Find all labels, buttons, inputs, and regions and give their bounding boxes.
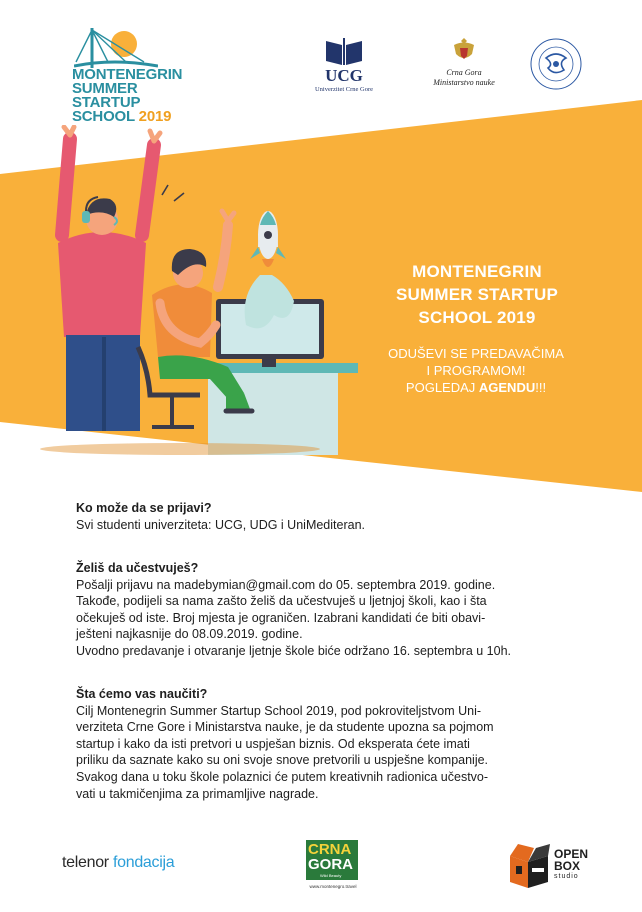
fondacija-word: fondacija: [112, 854, 175, 871]
section-line: verziteta Crne Gore i Ministarstva nauke, je da studente upozna sa pojmom: [76, 720, 494, 735]
section-line: Svi studenti univerziteta: UCG, UDG i UniMediteran.: [76, 517, 365, 532]
banner-sub-line3-prefix: POGLEDAJ: [405, 380, 479, 395]
banner-title-line3: SCHOOL 2019: [418, 308, 536, 327]
coat-of-arms-icon: [451, 36, 477, 64]
ministry-line2: Ministarstvo nauke: [433, 78, 495, 87]
students-rocket-illustration: [40, 125, 370, 465]
section-want-to-participate: [76, 560, 576, 660]
book-logo-icon: [324, 38, 364, 66]
section-heading: Šta ćemo vas naučiti?: [76, 687, 208, 701]
openbox-line3: studio: [554, 873, 579, 880]
section-line: priliku da saznate kako su oni svoje snove pretvorili u uspješne kompanije.: [76, 753, 489, 768]
telenor-fondacija-logo: [62, 854, 174, 872]
crna-gora-url: www.montenegro.travel: [309, 884, 357, 889]
banner-sub-line3-suffix: !!!: [535, 380, 547, 395]
telenor-word: telenor: [62, 854, 109, 871]
section-heading: Ko može da se prijavi?: [76, 501, 212, 515]
ucg-name: Univerzitet Crne Gore: [314, 86, 374, 93]
rocket-icon: [245, 211, 294, 328]
open-box-icon: [506, 838, 552, 890]
banner-title: [362, 260, 592, 329]
openbox-line1: OPEN: [554, 847, 589, 861]
section-who-can-apply: [76, 500, 576, 533]
section-heading: Želiš da učestvuješ?: [76, 561, 199, 575]
section-line: očekuješ od iste. Broj mjesta je ograničen. Izabrani kandidati će biti obavi-: [76, 610, 486, 625]
section-line: vati u takmičenjima za primamljive nagrade.: [76, 786, 319, 801]
banner-sub-line2: I PROGRAMOM!: [426, 363, 526, 378]
standing-student: [58, 127, 160, 431]
event-logo-line3: SCHOOL: [72, 108, 135, 125]
crna-gora-tag: Wild Beauty: [320, 873, 342, 878]
banner-sub-line1: ODUŠEVI SE PREDAVAČIMA: [388, 346, 564, 361]
ministry-line1: Crna Gora: [446, 68, 482, 77]
openbox-line2: BOX: [554, 859, 581, 873]
openbox-studio-logo: [506, 834, 598, 892]
banner-title-line2: SUMMER STARTUP: [395, 285, 559, 304]
section-line: startup i kako da isti pretvori u uspješan biznis. Od eksperata ćete imati: [76, 736, 470, 751]
crna-gora-line2: GORA: [308, 856, 353, 873]
section-line: Svakog dana u toku škole polaznici će putem kreativnih radionica učestvo-: [76, 769, 489, 784]
banner-title-line1: MONTENEGRIN: [412, 262, 542, 281]
section-line: Cilj Montenegrin Summer Startup School 2019, pod pokroviteljstvom Uni-: [76, 703, 482, 718]
chinese-institute-logo: [528, 36, 584, 92]
crna-gora-line1: CRNA: [308, 841, 352, 858]
ministry-logo: [428, 36, 500, 92]
section-line: Pošalji prijavu na madebymian@gmail.com do 05. septembra 2019. godine.: [76, 577, 496, 592]
chinese-institute-seal-icon: [528, 36, 584, 92]
section-line: Uvodno predavanje i otvaranje ljetnje škole biće održano 16. septembra u 10h.: [76, 643, 511, 658]
crna-gora-logo: [302, 840, 362, 894]
event-logo-year: 2019: [138, 108, 172, 125]
event-logo-line1: MONTENEGRIN: [72, 66, 183, 83]
section-what-we-teach: [76, 686, 576, 802]
agenda-link[interactable]: AGENDU: [478, 380, 536, 395]
ucg-acronym: UCG: [325, 66, 363, 85]
section-line: Takođe, podijeli sa nama zašto želiš da učestvuješ u ljetnjoj školi, kao i šta: [76, 594, 487, 609]
banner-subtitle: [356, 345, 596, 396]
section-line: ješteni najkasnije do 08.09.2019. godine.: [76, 627, 303, 642]
ucg-logo: [312, 36, 376, 96]
event-logo-line2: SUMMER STARTUP: [72, 80, 141, 111]
